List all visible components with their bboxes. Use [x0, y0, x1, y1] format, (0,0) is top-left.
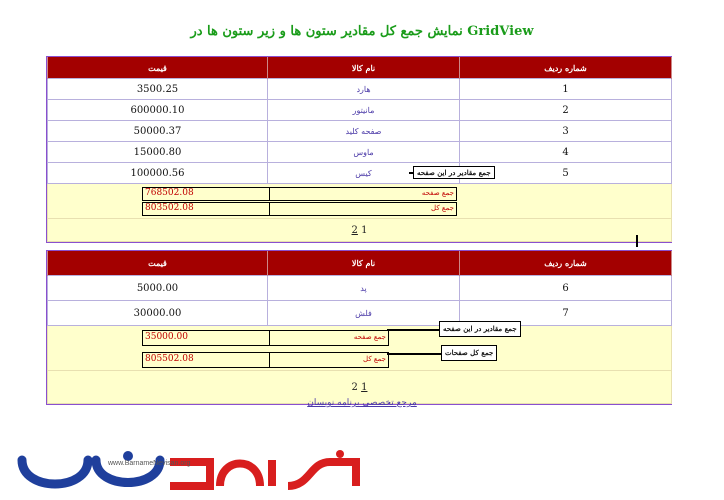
header-price[interactable]: قیمت	[48, 57, 268, 79]
price-cell: 600000.10	[48, 100, 268, 121]
name-cell: فلش	[268, 301, 460, 326]
footer-row	[48, 326, 672, 371]
pager-page-1[interactable]: 1	[361, 381, 368, 393]
pager-page-2: 2	[351, 381, 358, 393]
name-cell: پد	[268, 276, 460, 301]
grand-total-value: 803502.08	[142, 202, 270, 216]
price-cell: 50000.37	[48, 121, 268, 142]
page-total-label: جمع صفحه	[269, 330, 389, 346]
text-cursor	[636, 235, 638, 247]
pager-row	[48, 219, 672, 242]
header-price[interactable]: قیمت	[48, 251, 268, 276]
table-row	[48, 79, 672, 100]
row-number-cell: 7	[460, 301, 672, 326]
pager-page-2[interactable]: 2	[351, 224, 358, 236]
header-name[interactable]: نام کالا	[268, 251, 460, 276]
brand-logo	[10, 446, 370, 496]
gridview-1	[46, 56, 672, 243]
table-row	[48, 142, 672, 163]
header-row-number[interactable]: شماره ردیف	[460, 251, 672, 276]
price-cell: 30000.00	[48, 301, 268, 326]
grid-header-row	[48, 251, 672, 276]
page-total-value: 768502.08	[142, 187, 270, 201]
grand-total-label: جمع کل	[269, 352, 389, 368]
table-row	[48, 301, 672, 326]
table-row	[48, 121, 672, 142]
name-cell: ماوس	[268, 142, 460, 163]
footer-link[interactable]: مرجع تخصصی برنامه نویسان	[307, 398, 417, 408]
price-cell: 5000.00	[48, 276, 268, 301]
price-cell: 3500.25	[48, 79, 268, 100]
page-title: نمایش جمع کل مقادیر ستون ها و زیر ستون ها در GridView	[190, 24, 534, 39]
grand-total-value: 805502.08	[142, 352, 270, 368]
header-name[interactable]: نام کالا	[268, 57, 460, 79]
logo-graphic	[10, 446, 370, 496]
page-total-value: 35000.00	[142, 330, 270, 346]
page-total-label: جمع صفحه	[269, 187, 457, 201]
pager-page-1: 1	[361, 224, 368, 236]
footer-link-container	[0, 398, 724, 408]
row-number-cell: 5	[460, 163, 672, 184]
name-cell: مانیتور	[268, 100, 460, 121]
grid-header-row	[48, 57, 672, 79]
callout-page-total: جمع مقادیر در این صفحه	[413, 166, 495, 179]
logo-brand-text	[10, 446, 11, 447]
callout-line	[387, 353, 442, 355]
callout-grand-total: جمع کل صفحات	[441, 345, 497, 361]
row-number-cell: 3	[460, 121, 672, 142]
price-cell: 15000.80	[48, 142, 268, 163]
table-row	[48, 276, 672, 301]
table-row	[48, 163, 672, 184]
name-cell: کیس	[268, 163, 460, 184]
row-number-cell: 6	[460, 276, 672, 301]
footer-row	[48, 184, 672, 219]
header-row-number[interactable]: شماره ردیف	[460, 57, 672, 79]
row-number-cell: 2	[460, 100, 672, 121]
grand-total-label: جمع کل	[269, 202, 457, 216]
price-cell: 100000.56	[48, 163, 268, 184]
row-number-cell: 4	[460, 142, 672, 163]
callout-line	[387, 329, 441, 331]
name-cell: هارد	[268, 79, 460, 100]
name-cell: صفحه کلید	[268, 121, 460, 142]
logo-url-text: www.BarnameNevisan.org	[108, 460, 191, 467]
gridview-2	[46, 250, 672, 405]
row-number-cell: 1	[460, 79, 672, 100]
callout-page-total: جمع مقادیر در این صفحه	[439, 321, 521, 337]
table-row	[48, 100, 672, 121]
